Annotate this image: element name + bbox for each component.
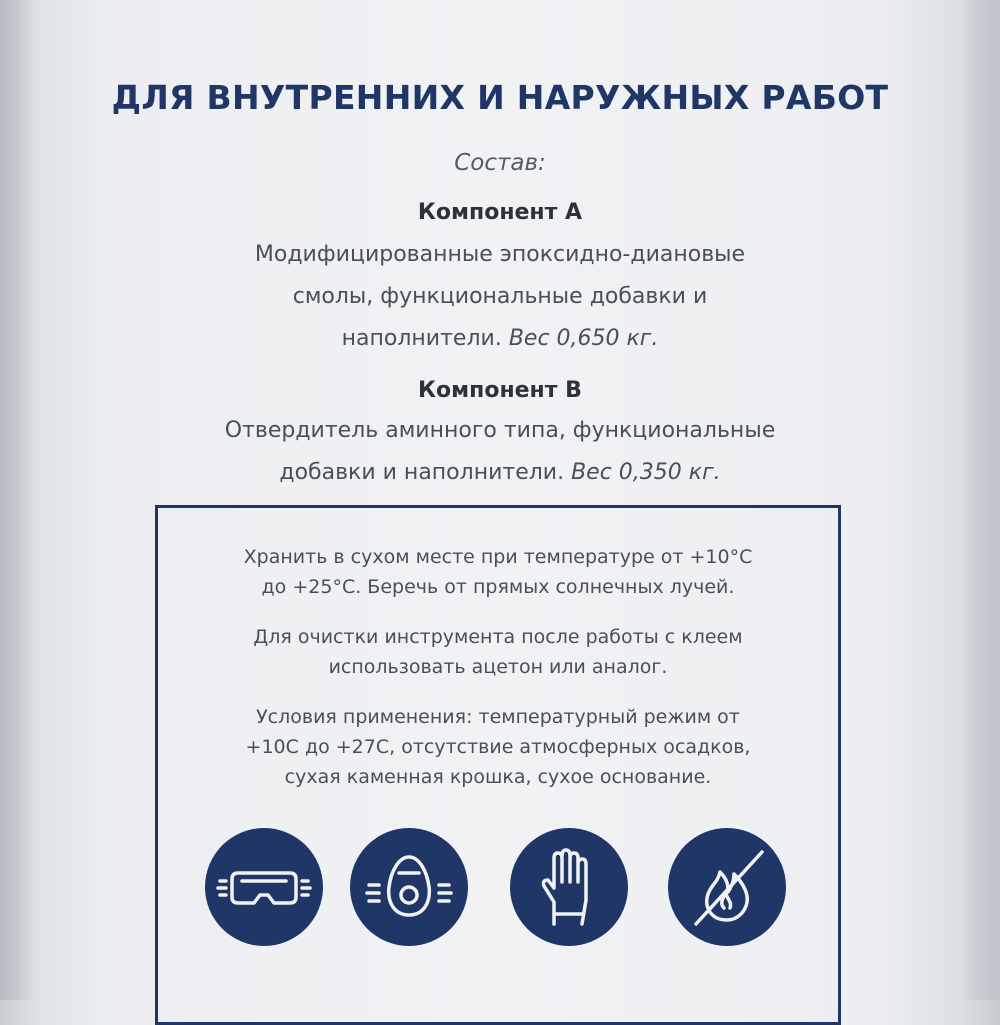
conditions-line: сухая каменная крошка, сухое основание. (284, 766, 712, 788)
component-b-description (0, 410, 1000, 494)
cleaning-note (158, 622, 838, 682)
component-b-line: Отвердитель аминного типа, функциональные (224, 418, 776, 443)
component-b-line (0, 452, 1000, 494)
conditions-note (158, 702, 838, 792)
instructions-box (155, 505, 841, 1025)
conditions-line: +10С до +27С, отсутствие атмосферных осадков, (245, 736, 751, 758)
storage-line: до +25°С. Беречь от прямых солнечных лучей. (261, 576, 735, 598)
component-a-text: наполнители. (341, 326, 502, 351)
storage-line: Хранить в сухом месте при температуре от +10°С (243, 546, 753, 568)
component-b-weight: Вес 0,350 кг. (571, 460, 721, 485)
respirator-mask-icon (350, 828, 468, 946)
usage-headline: ДЛЯ ВНУТРЕННИХ И НАРУЖНЫХ РАБОТ (111, 78, 889, 117)
component-a-line: смолы, функциональные добавки и (292, 284, 708, 309)
component-a-weight: Вес 0,650 кг. (508, 326, 659, 351)
component-a-title: Компонент А (417, 200, 583, 225)
no-open-flame-icon (668, 828, 786, 946)
component-a-line: Модифицированные эпоксидно-диановые (254, 242, 746, 267)
protective-glove-icon (510, 828, 628, 946)
conditions-line: Условия применения: температурный режим от (256, 706, 740, 728)
cleaning-line: Для очистки инструмента после работы с клеем (253, 626, 743, 648)
storage-note (158, 542, 838, 602)
component-a-line (0, 318, 1000, 360)
safety-goggles-icon (205, 828, 323, 946)
cleaning-line: использовать ацетон или аналог. (328, 656, 668, 678)
component-b-title: Компонент В (418, 378, 582, 403)
component-b-text: добавки и наполнители. (279, 460, 565, 485)
composition-title: Состав: (454, 150, 546, 176)
component-a-description (0, 234, 1000, 360)
